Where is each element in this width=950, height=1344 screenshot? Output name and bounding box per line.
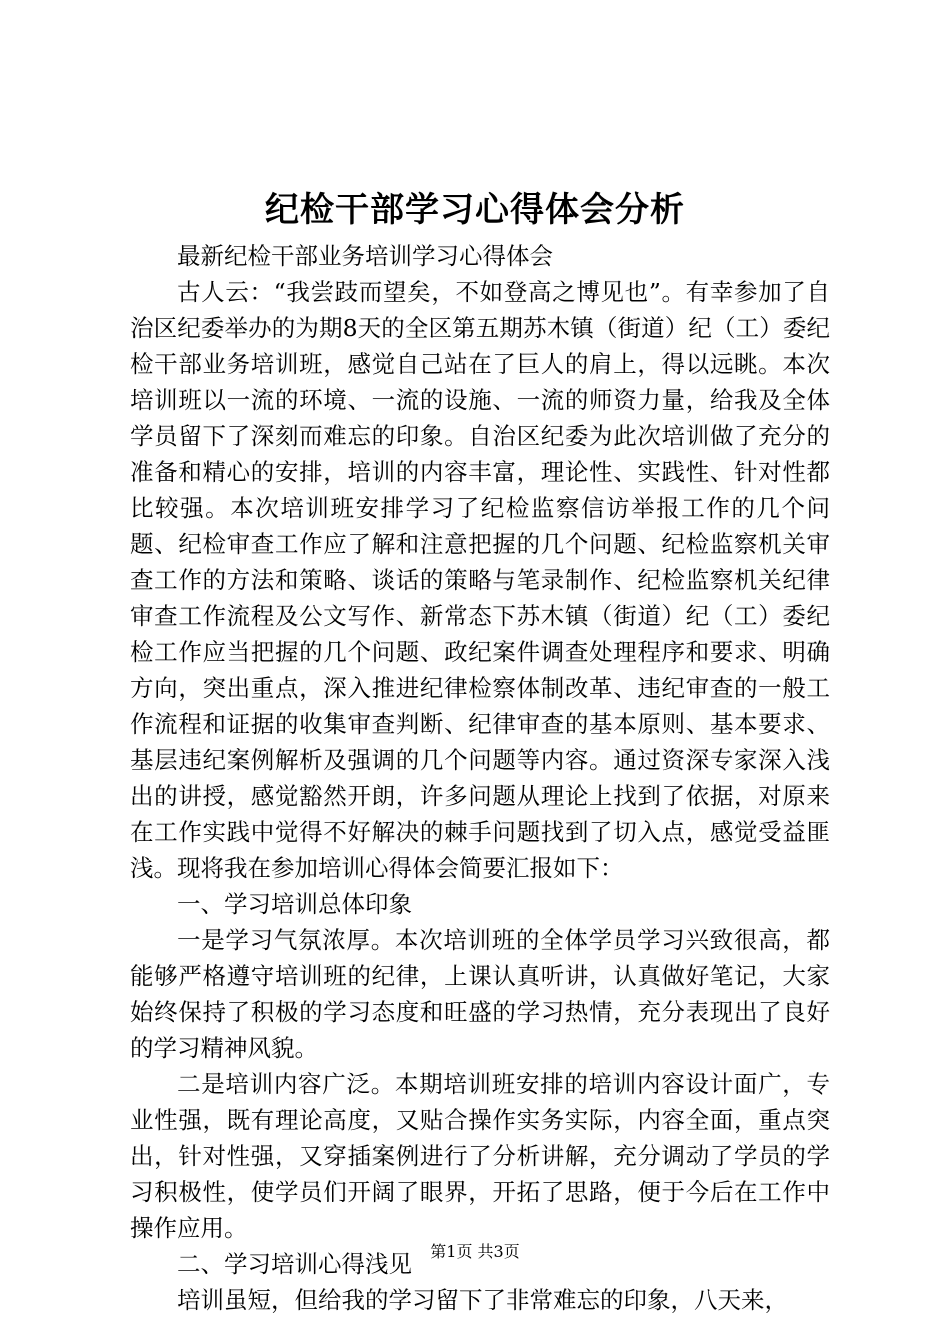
section-heading-2: 二、学习培训心得浅见	[177, 1250, 412, 1278]
paragraph-point-2: 二是培训内容广泛。本期培训班安排的培训内容设计面广，专业性强，既有理论高度，又贴合操作实务实际，内容全面，重点突出，针对性强，又穿插案例进行了分析讲解，充分调动了学员的学习积极性，使学员们开阔了眼界，开拓了思路，便于今后在工作中操作应用。	[130, 1070, 830, 1242]
document-body	[130, 238, 830, 1318]
paragraph-intro: 古人云：“我尝跂而望矣，不如登高之博见也”。有幸参加了自治区纪委举办的为期8天的全区第五期苏木镇（街道）纪（工）委纪检干部业务培训班，感觉自己站在了巨人的肩上，得以远眺。本次培训班以一流的环境、一流的设施、一流的师资力量，给我及全体学员留下了深刻而难忘的印象。自治区纪委为此次培训做了充分的准备和精心的安排，培训的内容丰富，理论性、实践性、针对性都比较强。本次培训班安排学习了纪检监察信访举报工作的几个问题、纪检审查工作应了解和注意把握的几个问题、纪检监察机关审查工作的方法和策略、谈话的策略与笔录制作、纪检监察机关纪律审查工作流程及公文写作、新常态下苏木镇（街道）纪（工）委纪检工作应当把握的几个问题、政纪案件调查处理程序和要求、明确方向，突出重点，深入推进纪律检察体制改革、违纪审查的一般工作流程和证据的收集审查判断、纪律审查的基本原则、基本要求、基层违纪案例解析及强调的几个问题等内容。通过资深专家深入浅出的讲授，感觉豁然开朗，许多问题从理论上找到了依据，对原来在工作实践中觉得不好解决的棘手问题找到了切入点，感觉受益匪浅。现将我在参加培训心得体会简要汇报如下：	[130, 278, 830, 882]
section-heading-1: 一、学习培训总体印象	[177, 890, 412, 918]
paragraph-section-2: 培训虽短，但给我的学习留下了非常难忘的印象，八天来，	[177, 1286, 788, 1314]
paragraph-subtitle: 最新纪检干部业务培训学习心得体会	[177, 242, 553, 270]
document-title: 纪检干部学习心得体会分析	[265, 190, 685, 230]
page-footer: 第1页 共3页	[430, 1242, 520, 1261]
paragraph-point-1: 一是学习气氛浓厚。本次培训班的全体学员学习兴致很高，都能够严格遵守培训班的纪律，上课认真听讲，认真做好笔记，大家始终保持了积极的学习态度和旺盛的学习热情，充分表现出了良好的学习精神风貌。	[130, 926, 830, 1062]
